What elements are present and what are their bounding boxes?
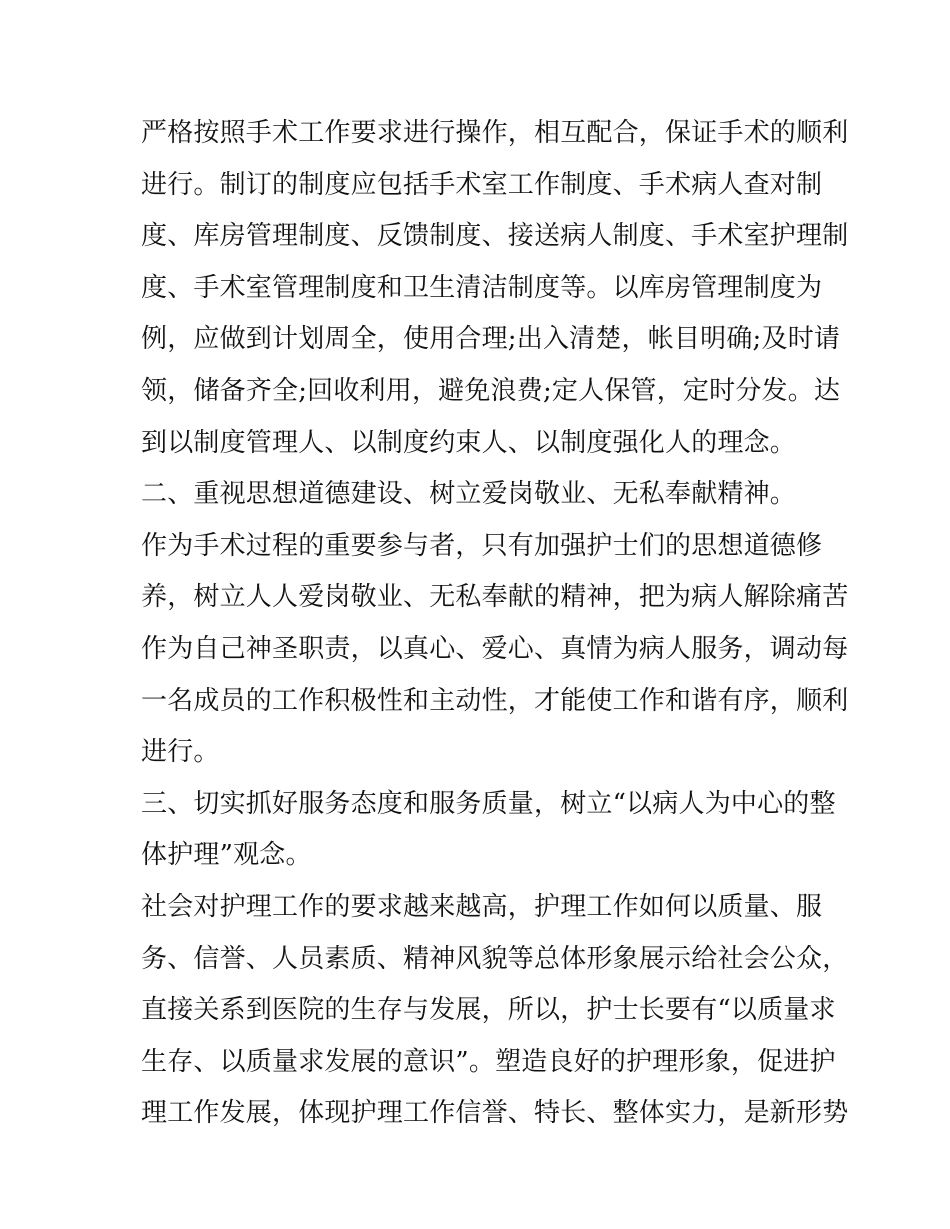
text-line: 到以制度管理人、以制度约束人、以制度强化人的理念。 xyxy=(141,427,797,458)
text-line: 务、信誉、人员素质、精神风貌等总体形象展示给社会公众， xyxy=(141,943,849,974)
text-line: 领，储备齐全;回收利用，避免浪费;定人保管，定时分发。达 xyxy=(141,375,841,406)
text-line: 直接关系到医院的生存与发展，所以，护士长要有“以质量求 xyxy=(141,995,836,1026)
text-line: 养，树立人人爱岗敬业、无私奉献的精神，把为病人解除痛苦 xyxy=(141,582,849,613)
section-heading-2: 二、重视思想道德建设、树立爱岗敬业、无私奉献精神。 xyxy=(141,479,797,510)
text-line: 一名成员的工作积极性和主动性，才能使工作和谐有序，顺利 xyxy=(141,685,849,716)
text-line: 例，应做到计划周全，使用合理;出入清楚，帐目明确;及时请 xyxy=(141,324,841,355)
section-heading-3: 三、切实抓好服务态度和服务质量，树立“以病人为中心的整 xyxy=(141,788,836,819)
text-line: 作为手术过程的重要参与者，只有加强护士们的思想道德修 xyxy=(141,530,823,561)
section-heading-3-cont: 体护理”观念。 xyxy=(141,840,312,871)
text-line: 度、库房管理制度、反馈制度、接送病人制度、手术室护理制 xyxy=(141,221,849,252)
text-line: 社会对护理工作的要求越来越高，护理工作如何以质量、服 xyxy=(141,891,823,922)
document-body xyxy=(141,108,849,1140)
text-line: 进行。制订的制度应包括手术室工作制度、手术病人查对制 xyxy=(141,169,823,200)
text-line: 严格按照手术工作要求进行操作，相互配合，保证手术的顺利 xyxy=(141,118,849,148)
text-line: 作为自己神圣职责，以真心、爱心、真情为病人服务，调动每 xyxy=(141,633,849,664)
text-line: 度、手术室管理制度和卫生清洁制度等。以库房管理制度为 xyxy=(141,272,823,303)
text-line: 进行。 xyxy=(141,737,220,768)
text-line: 理工作发展，体现护理工作信誉、特长、整体实力，是新形势 xyxy=(141,1098,849,1129)
text-line: 生存、以质量求发展的意识”。塑造良好的护理形象，促进护 xyxy=(141,1046,836,1077)
